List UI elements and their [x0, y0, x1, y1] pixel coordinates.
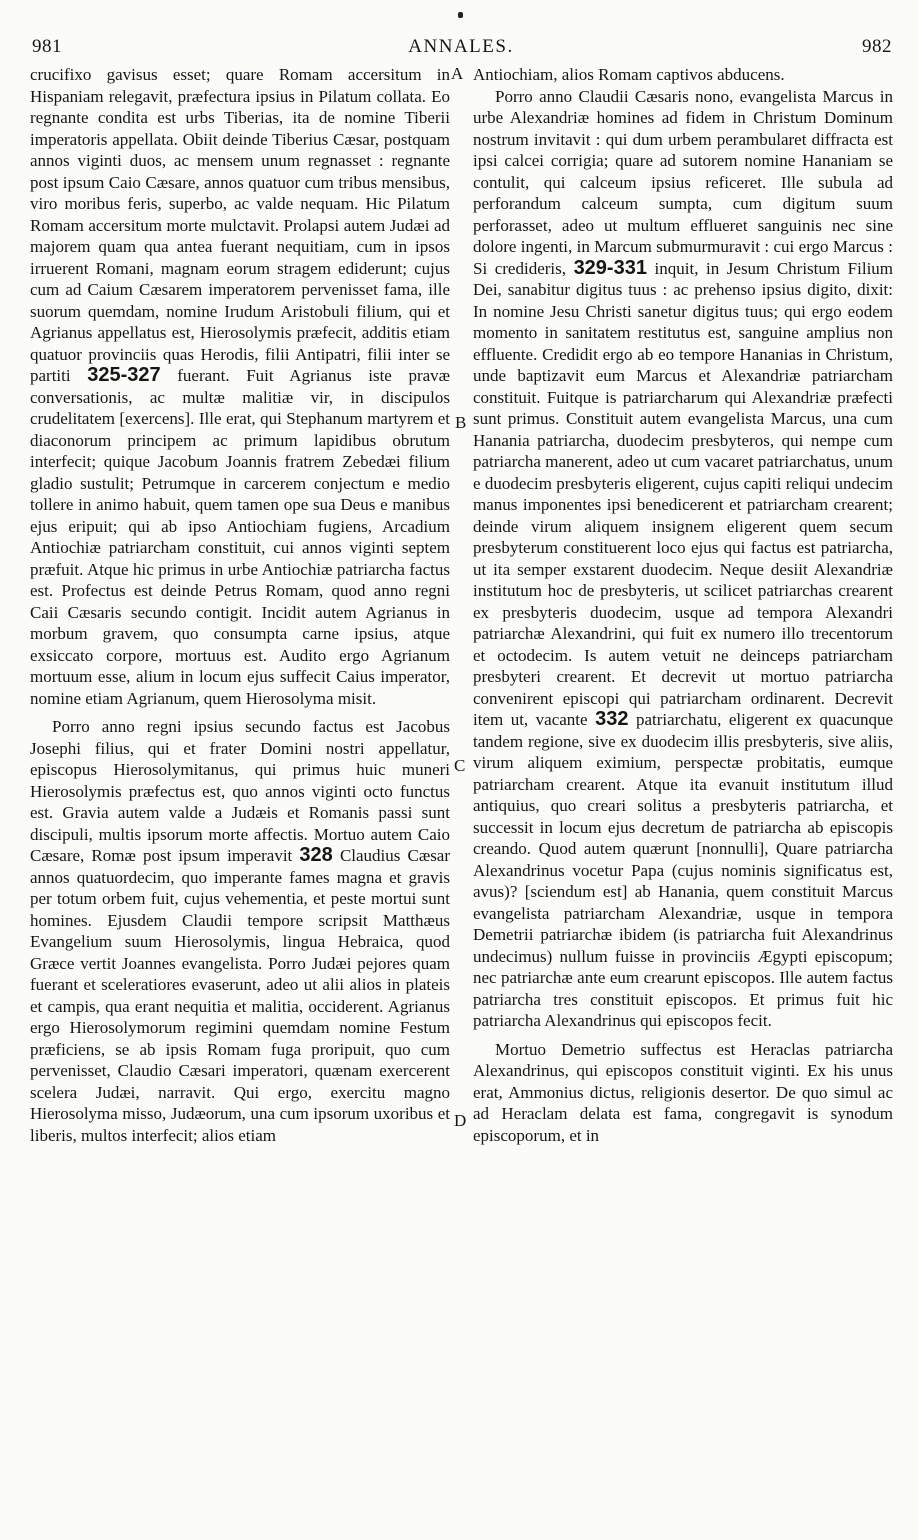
left-column	[30, 64, 450, 1534]
left-paragraph-1	[30, 64, 450, 709]
page-number-right: 982	[862, 36, 892, 57]
ink-dot	[458, 12, 463, 18]
text-segment: Porro anno Claudii Cæsaris nono, evangelista Marcus in urbe Alexandriæ homines ad fidem in Christum Dominum nostrum invitavit : qui dum urbem perambularet diffracta est ipsi calcei corrigia; quare ad sutorem nomine Hananiam se contulit, qui calceum ipsius reficeret. Ille subula ad perforandum calceum sumpta, cum digitum suum perforasset, adeo ut multum efflueret sanguinis nec sine dolore ingenti, in Marcum submurmuravit : cui ergo Marcus : Si credideris,	[473, 86, 893, 278]
column-number: 328	[299, 844, 333, 866]
text-segment: fuerant. Fuit Agrianus iste pravæ conversationis, ac multæ malitiæ vir, in discipulos crudelitatem [exercens]. Ille erat, qui Stephanum martyrem et diaconorum principem ac primum lapidibus obrutum interfecit; quique Jacobum Joannis fratrem Zebedæi filium gladio sustulit; Petrumque in carcerem conjectum e medio tollere in animo habuit, quem tamen ope sua Deus e manibus ejus eripuit; qui ab ipso Antiochiam fugiens, Arcadium Antiochiæ patriarcham constituit, cui annos viginti septem præfuit. Atque hic primus in urbe Antiochiæ patriarcha factus est. Profectus est deinde Petrus Romam, quod anno regni Caii Cæsaris secundo contigit. Incidit autem Agrianus in morbum gravem, quo consumpta carne ipsius, atque exsiccato corpore, mortuus est. Audito ergo Agrianum mortuum esse, alium in locum ejus suffecit Caius imperator, nomine etiam Agrianum, quem Hierosolyma misit.	[30, 366, 450, 708]
right-column	[473, 64, 893, 1534]
column-number: 325-327	[87, 364, 161, 386]
right-paragraph-3: Mortuo Demetrio suffectus est Heraclas patriarcha Alexandrinus, qui episcopos constituit viginti. Ex his unus erat, Ammonius dictus, religionis desertor. De quo simul ac ad Heraclam delata est fama, congregavit is synodum episcoporum, et in	[473, 1039, 893, 1145]
page-header	[30, 36, 892, 62]
section-marker-a: A	[451, 64, 464, 83]
text-segment: patriarchatu, eligerent ex quacunque tandem regione, sive ex duodecim illis presbyteris, sive aliis, virum aliquem eximium, perspectæ probitatis, eumque patriarcham crearent. Atque ita evanuit institutum illud antiquius, quo creari solitus a presbyteris patriarcha, et successit in locum ejus decretum de patriarcha ab episcopis creando. Quod autem quærunt [nonnulli], Quare patriarcha Alexandrinus vocetur Papa (cujus nominis significatus est, avus)? [sciendum est] ab Hanania, quem constituit Marcus evangelista patriarcham Alexandriæ, usque in tempora Demetrii patriarchæ ibidem (is patriarcha fuit Alexandrinus undecimus) nullum fuisse in provinciis Ægypti episcopum; nec patriarchæ ante eum crearunt episcopos. Ille autem factus patriarcha tres constituit episcopos. Et primus fuit hic patriarcha Alexandrinus qui episcopos fecit.	[473, 710, 893, 1030]
text-segment: Claudius Cæsar annos quatuordecim, quo imperante fames magna et gravis per totum orbem fuit, cujus vehementia, et peste mortui sunt homines. Ejusdem Claudii tempore scripsit Matthæus Evangelium suum Hierosolymis, lingua Hebraica, quod Græce vertit Joannes evangelista. Porro Judæi pejores quam fuerant et sceleratiores evaserunt, adeo ut alii alios in plateis et campis, qua erant nequitia et malitia, occiderent. Agrianus ergo Hierosolymorum regimini quemdam nomine Festum præficiens, se ab ipsis Romam fuga proripuit, quo cum pervenisset, Claudio Cæsari imperatori, quænam exercerent scelera Judæi, narravit. Qui ergo, exercitu magno Hierosolyma misso, Judæorum, una cum ipsorum uxoribus et liberis, multos interfecit; alios etiam	[30, 846, 450, 1145]
text-segment: crucifixo gavisus esset; quare Romam accersitum in Hispaniam relegavit, præfectura ipsius in Pilatum collata. Eo regnante condita est urbs Tiberias, ita de nomine Tiberii imperatoris appellata. Obiit deinde Tiberius Cæsar, postquam annos viginti duos, ac mensem unum regnasset : regnante post ipsum Caio Cæsare, annos quatuor cum tribus mensibus, viro moribus feris, superbo, ac valde nequam. Hic Pilatum Romam accersitum morte mulctavit. Prolapsi autem Judæi ad majorem quam qua antea fuerant nequitiam, cum in ipsos irruerent Romani, magnam eorum stragem ediderunt; cujus cum ad Caium Cæsarem imperatorem pervenisset fama, ille suorum quemdam, nomine Irudum Aristobuli filium, qui et Agrianus appellatus est, Hierosolymis præfecit, additis etiam quatuor provinciis quas Herodis, filii Antipatri, filii inter se partiti	[30, 65, 450, 385]
section-marker-d: D	[454, 1111, 467, 1130]
text-segment: inquit, in Jesum Christum Filium Dei, sanabitur digitus tuus : ac prehenso ipsius digito, dixit: In nomine Jesu Christi sanetur digitus tuus; qui ergo eodem momento in sanitatem restitutus est, sanguine amplius non effluente. Credidit ergo ab eo tempore Hananias in Christum, unde baptizavit eum Marcus et Alexandriæ patriarcham constituit. Fuitque is patriarcharum qui Alexandriæ præfecti sunt primus. Constituit autem evangelista Marcus, una cum Hanania patriarcha, duodecim presbyteros, qui nempe cum patriarcha manerent, adeo ut cum vacaret patriarchatus, unum e duodecim presbyteris eligerent, cujus capiti reliqui undecim manus imponentes ipsi benedicerent et patriarcham crearent; deinde virum aliquem insignem eligerent quem secum presbyterum constituerent loco ejus qui factus est patriarcha, ut ita semper exstarent duodecim. Neque desiit Alexandriæ institutum hoc de presbyteris, ut scilicet patriarchas crearent ex presbyteris duodecim, usque ad tempora Alexandri patriarchæ Alexandrini, qui fuit ex numero illo trecentorum et octodecim. Is autem vetuit ne deinceps patriarcham presbyteri crearent. Et decrevit ut mortuo patriarcha convenirent episcopi qui patriarcham ordinarent. Decrevit item ut, vacante	[473, 258, 893, 729]
column-number: 332	[595, 708, 629, 730]
running-title: ANNALES.	[408, 36, 514, 57]
text-segment: Porro anno regni ipsius secundo factus est Jacobus Josephi filius, qui et frater Domini nostri appellatur, episcopus Hierosolymitanus, qui primus huic muneri Hierosolymis præfectus est, quo annos viginti octo functus est. Gravia autem valde a Judæis et Romanis passi sunt discipuli, multis ipsorum morte affectis. Mortuo autem Caio Cæsare, Romæ post ipsum imperavit	[30, 717, 450, 865]
column-number: 329-331	[573, 256, 647, 279]
right-paragraph-2	[473, 86, 893, 1032]
right-paragraph-1: Antiochiam, alios Romam captivos abducens.	[473, 65, 785, 84]
section-marker-c: C	[454, 756, 466, 775]
section-marker-b: B	[455, 413, 467, 432]
left-paragraph-2	[30, 716, 450, 1146]
page-number-left: 981	[32, 36, 62, 57]
